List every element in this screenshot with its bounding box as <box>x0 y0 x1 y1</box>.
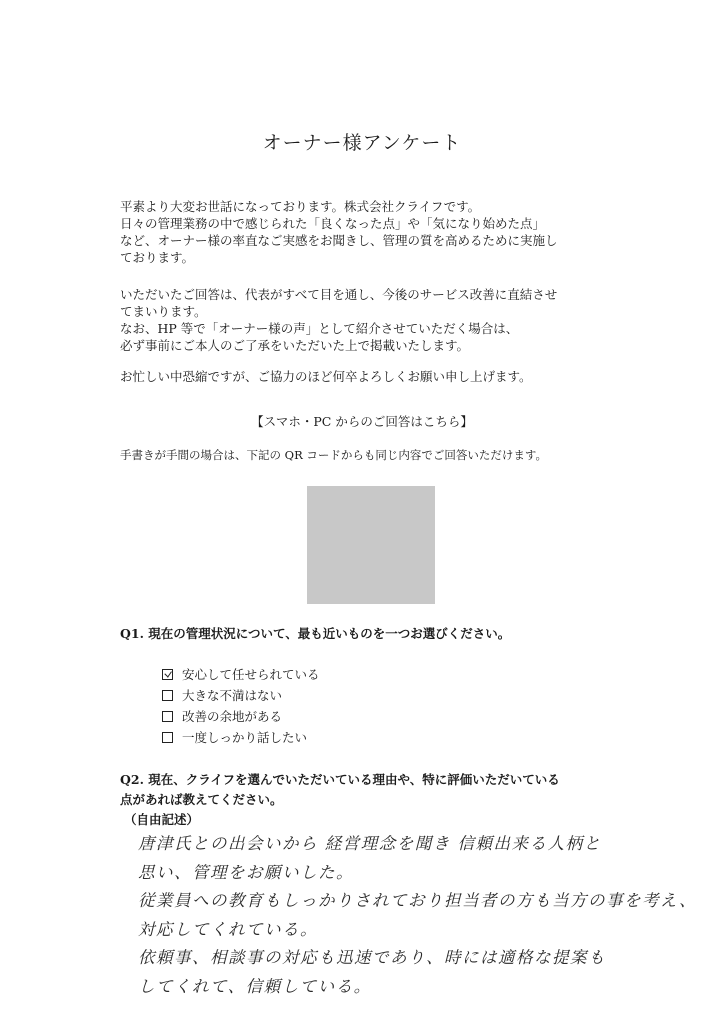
answer-line: 従業員への教育もしっかりされており担当者の方も当方の事を考え、 <box>138 891 697 910</box>
q1-option-label: 改善の余地がある <box>182 709 283 724</box>
q1-options <box>162 664 320 748</box>
qr-code-placeholder[interactable] <box>307 486 435 604</box>
closing-paragraph: お忙しい中恐縮ですが、ご協力のほど何卒よろしくお願い申し上げます。 <box>120 369 532 384</box>
q1-question: Q1. 現在の管理状況について、最も近いものを一つお選びください。 <box>120 626 511 641</box>
answer-line: 思い、管理をお願いした。 <box>138 862 354 882</box>
q1-option-label: 一度しっかり話したい <box>182 730 308 745</box>
checkbox-icon[interactable] <box>162 732 173 743</box>
q1-option-4[interactable] <box>162 727 320 748</box>
answer-line: してくれて、信頼している。 <box>138 976 372 996</box>
checkbox-icon[interactable] <box>162 711 173 722</box>
checkbox-icon[interactable] <box>162 690 173 701</box>
q1-option-3[interactable] <box>162 706 320 727</box>
q1-option-2[interactable] <box>162 685 320 706</box>
q2-handwritten-answer[interactable] <box>138 830 697 1001</box>
page-title: オーナー様アンケート <box>262 132 462 154</box>
q1-option-1[interactable] <box>162 664 320 685</box>
qr-note: 手書きが手間の場合は、下記の QR コードからも同じ内容でご回答いただけます。 <box>120 448 547 462</box>
free-text-label: （自由記述） <box>124 812 200 827</box>
checkbox-checked-icon[interactable] <box>162 669 173 680</box>
notice-paragraph: いただいたご回答は、代表がすべて目を通し、今後のサービス改善に直結させ てまいります。 なお、HP 等で「オーナー様の声」として紹介させていただく場合は、 必ず事前にご本人のご了承をいただいた上で掲載いたします。 <box>120 287 558 353</box>
q2-question: Q2. 現在、クライフを選んでいただいている理由や、特に評価いただいている 点があれば教えてください。 <box>120 772 560 807</box>
q1-option-label: 大きな不満はない <box>182 688 283 703</box>
q1-option-label: 安心して任せられている <box>182 667 320 682</box>
answer-line: 唐津氏との出会いから 経営理念を聞き 信頼出来る人柄と <box>138 834 602 853</box>
intro-paragraph: 平素より大変お世話になっております。株式会社クライフです。 日々の管理業務の中で感じられた「良くなった点」や「気になり始めた点」 など、オーナー様の率直なご実感をお聞きし、管理の質を高めるために実施し ております。 <box>120 199 558 265</box>
answer-line: 対応してくれている。 <box>138 919 318 939</box>
answer-line: 依頼事、相談事の対応も迅速であり、時には適格な提案も <box>138 948 606 967</box>
online-answer-heading: 【スマホ・PC からのご回答はこちら】 <box>251 414 473 429</box>
